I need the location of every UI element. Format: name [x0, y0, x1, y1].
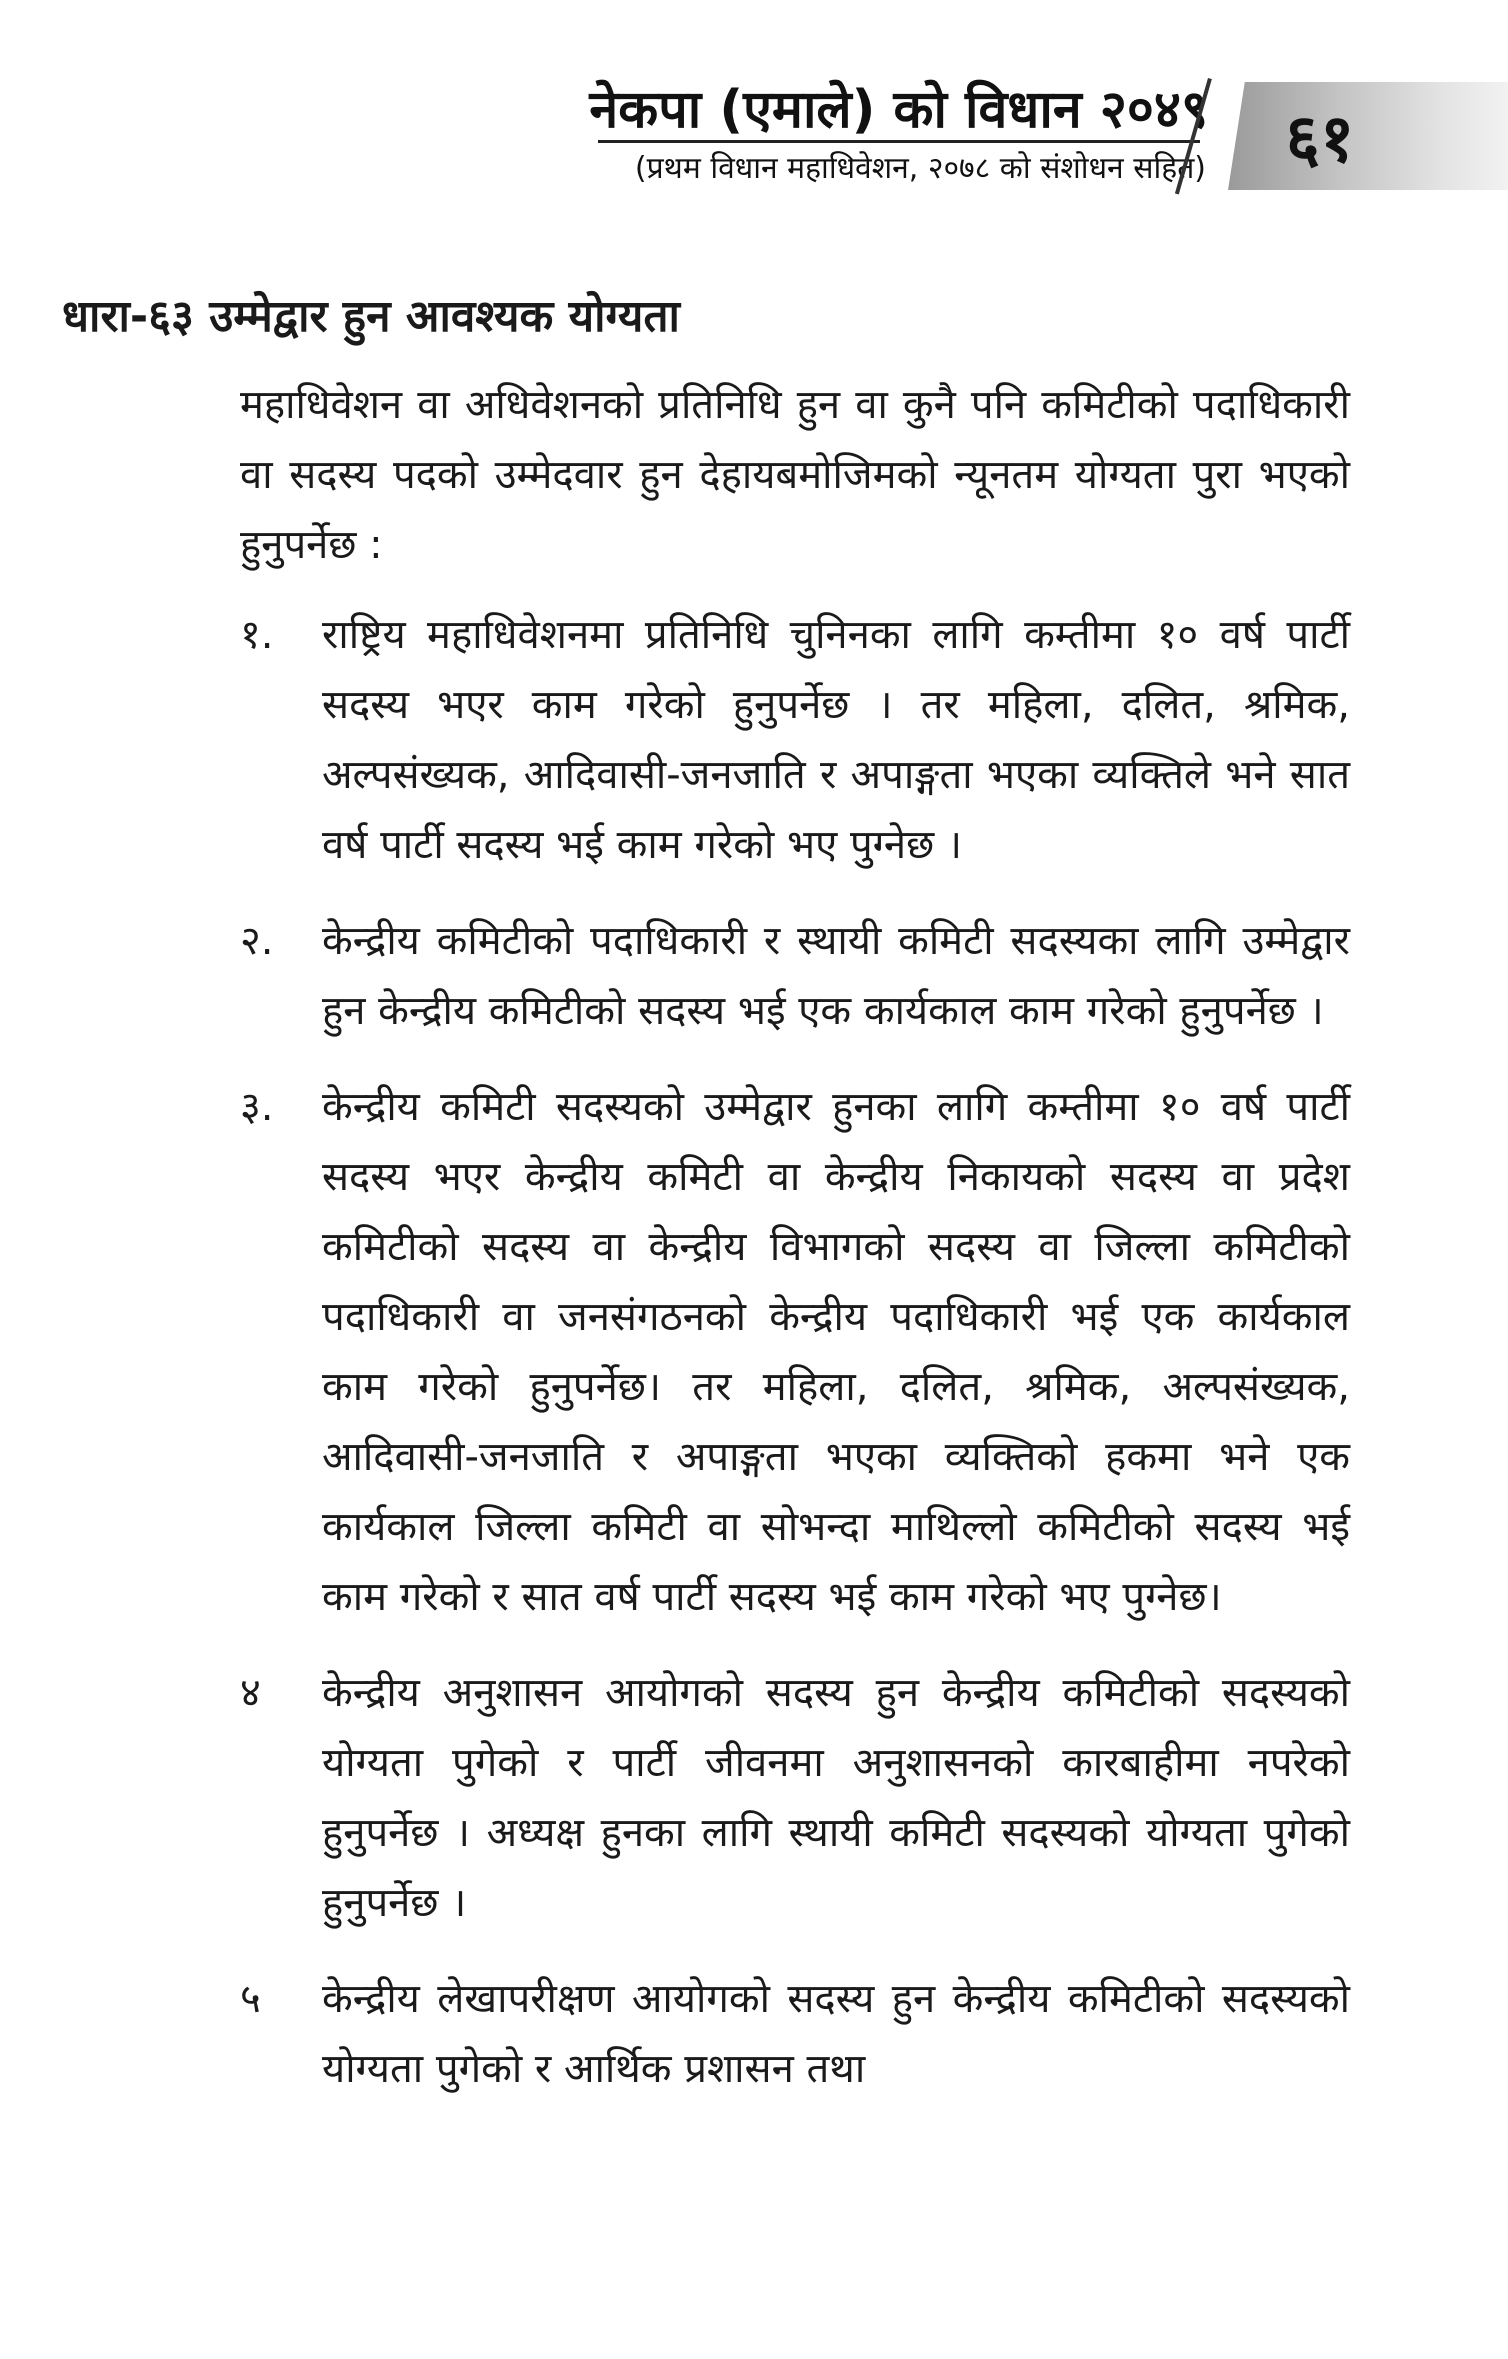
item-number: १. — [240, 612, 274, 658]
page-number: ६१ — [1285, 100, 1355, 177]
item-text: केन्द्रीय कमिटीको पदाधिकारी र स्थायी कमिटी सदस्यका लागि उम्मेद्वार हुन केन्द्रीय कमिटीको सदस्य भई एक कार्यकाल काम गरेको हुनुपर्नेछ । — [322, 918, 1350, 1034]
list-item — [0, 1658, 1508, 1938]
item-text: राष्ट्रिय महाधिवेशनमा प्रतिनिधि चुनिनका लागि कम्तीमा १० वर्ष पार्टी सदस्य भएर काम गरेको हुनुपर्नेछ । तर महिला, दलित, श्रमिक, अल्पसंख्यक, आदिवासी-जनजाति र अपाङ्गता भएका व्यक्तिले भने सात वर्ष पार्टी सदस्य भई काम गरेको भए पुग्नेछ । — [322, 612, 1350, 868]
title-divider — [598, 140, 1200, 143]
document-subtitle: (प्रथम विधान महाधिवेशन, २०७८ को संशोधन सहित) — [634, 151, 1206, 186]
document-title: नेकपा (एमाले) को विधान २०४९ — [589, 80, 1208, 140]
item-list — [0, 600, 1508, 2130]
list-item — [0, 600, 1508, 880]
section-heading: धारा-६३ उम्मेद्वार हुन आवश्यक योग्यता — [62, 291, 680, 342]
list-item — [0, 906, 1508, 1046]
list-item — [0, 1072, 1508, 1632]
item-number: ४ — [240, 1670, 261, 1716]
item-number: ५ — [240, 1976, 261, 2022]
page-header — [0, 0, 1508, 200]
item-text: केन्द्रीय अनुशासन आयोगको सदस्य हुन केन्द्रीय कमिटीको सदस्यको योग्यता पुगेको र पार्टी जीवनमा अनुशासनको कारबाहीमा नपरेको हुनुपर्नेछ । अध्यक्ष हुनका लागि स्थायी कमिटी सदस्यको योग्यता पुगेको हुनुपर्नेछ । — [322, 1670, 1350, 1926]
item-text: केन्द्रीय लेखापरीक्षण आयोगको सदस्य हुन केन्द्रीय कमिटीको सदस्यको योग्यता पुगेको र आर्थिक प्रशासन तथा — [322, 1976, 1350, 2092]
item-text: केन्द्रीय कमिटी सदस्यको उम्मेद्वार हुनका लागि कम्तीमा १० वर्ष पार्टी सदस्य भएर केन्द्रीय कमिटी वा केन्द्रीय निकायको सदस्य वा प्रदेश कमिटीको सदस्य वा केन्द्रीय विभागको सदस्य वा जिल्ला कमिटीको पदाधिकारी वा जनसंगठनको केन्द्रीय पदाधिकारी भई एक कार्यकाल काम गरेको हुनुपर्नेछ। तर महिला, दलित, श्रमिक, अल्पसंख्यक, आदिवासी-जनजाति र अपाङ्गता भएका व्यक्तिको हकमा भने एक कार्यकाल जिल्ला कमिटी वा सोभन्दा माथिल्लो कमिटीको सदस्य भई काम गरेको र सात वर्ष पार्टी सदस्य भई काम गरेको भए पुग्नेछ। — [322, 1084, 1350, 1620]
list-item — [0, 1964, 1508, 2104]
item-number: २. — [240, 918, 274, 964]
item-number: ३. — [240, 1084, 274, 1130]
section-intro: महाधिवेशन वा अधिवेशनको प्रतिनिधि हुन वा कुनै पनि कमिटीको पदाधिकारी वा सदस्य पदको उम्मेदवार हुन देहायबमोजिमको न्यूनतम योग्यता पुरा भएको हुनुपर्नेछ : — [240, 382, 1350, 568]
